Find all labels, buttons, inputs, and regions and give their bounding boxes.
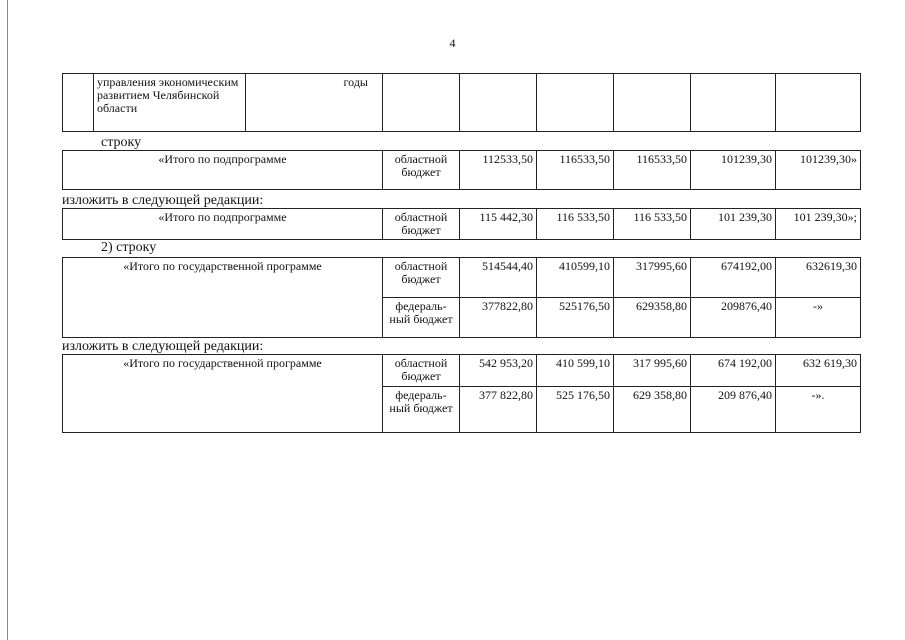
budget-source: областной бюджет [383,151,460,190]
value-cell: 101239,30» [776,151,861,190]
caption-new-edition: изложить в следующей редакции: [62,193,264,208]
page-number: 4 [449,36,456,50]
value-cell: 674 192,00 [691,355,776,387]
empty-cell [691,74,776,132]
value-cell: 525176,50 [537,298,614,338]
value-cell: 101 239,30»; [776,209,861,240]
top-table-fragment [62,73,861,132]
value-cell: 116533,50 [537,151,614,190]
value-cell: 674192,00 [691,258,776,298]
empty-cell [63,74,94,132]
budget-source: областной бюджет [383,258,460,298]
row-label: «Итого по государственной программе [63,258,383,338]
value-cell: 101 239,30 [691,209,776,240]
value-cell: 115 442,30 [460,209,537,240]
value-cell: 525 176,50 [537,387,614,433]
value-cell: -» [776,298,861,338]
value-cell: 116 533,50 [614,209,691,240]
value-cell: 377 822,80 [460,387,537,433]
value-cell: 209876,40 [691,298,776,338]
value-cell: 632619,30 [776,258,861,298]
value-cell: 377822,80 [460,298,537,338]
value-cell: 632 619,30 [776,355,861,387]
subprogram-total-old [62,150,861,190]
budget-source: областной бюджет [383,209,460,240]
value-cell: 317995,60 [614,258,691,298]
org-cell: управления экономическим развитием Челябинской области [94,74,246,132]
row-label: «Итого по государственной программе [63,355,383,433]
value-cell: 410 599,10 [537,355,614,387]
program-total-old [62,257,861,338]
value-cell: 209 876,40 [691,387,776,433]
value-cell: 101239,30 [691,151,776,190]
row-label: «Итого по подпрограмме [63,151,383,190]
empty-cell [614,74,691,132]
budget-source: федераль-ный бюджет [383,387,460,433]
budget-source: областной бюджет [383,355,460,387]
value-cell: 629 358,80 [614,387,691,433]
subprogram-total-new [62,208,861,240]
value-cell: 514544,40 [460,258,537,298]
value-cell: 116533,50 [614,151,691,190]
scan-edge-line [7,0,8,640]
value-cell: 112533,50 [460,151,537,190]
budget-source: федераль-ный бюджет [383,298,460,338]
value-cell: 116 533,50 [537,209,614,240]
caption-new-edition-2: изложить в следующей редакции: [62,339,264,354]
row-label: «Итого по подпрограмме [63,209,383,240]
value-cell: 542 953,20 [460,355,537,387]
caption-replace-row-2: 2) строку [101,240,157,255]
value-cell: 629358,80 [614,298,691,338]
empty-cell [460,74,537,132]
value-cell: 317 995,60 [614,355,691,387]
program-total-new [62,354,861,433]
empty-cell [383,74,460,132]
caption-replace-row: строку [101,135,142,150]
empty-cell [537,74,614,132]
value-cell: 410599,10 [537,258,614,298]
period-cell: годы [246,74,383,132]
empty-cell [776,74,861,132]
value-cell: -». [776,387,861,433]
